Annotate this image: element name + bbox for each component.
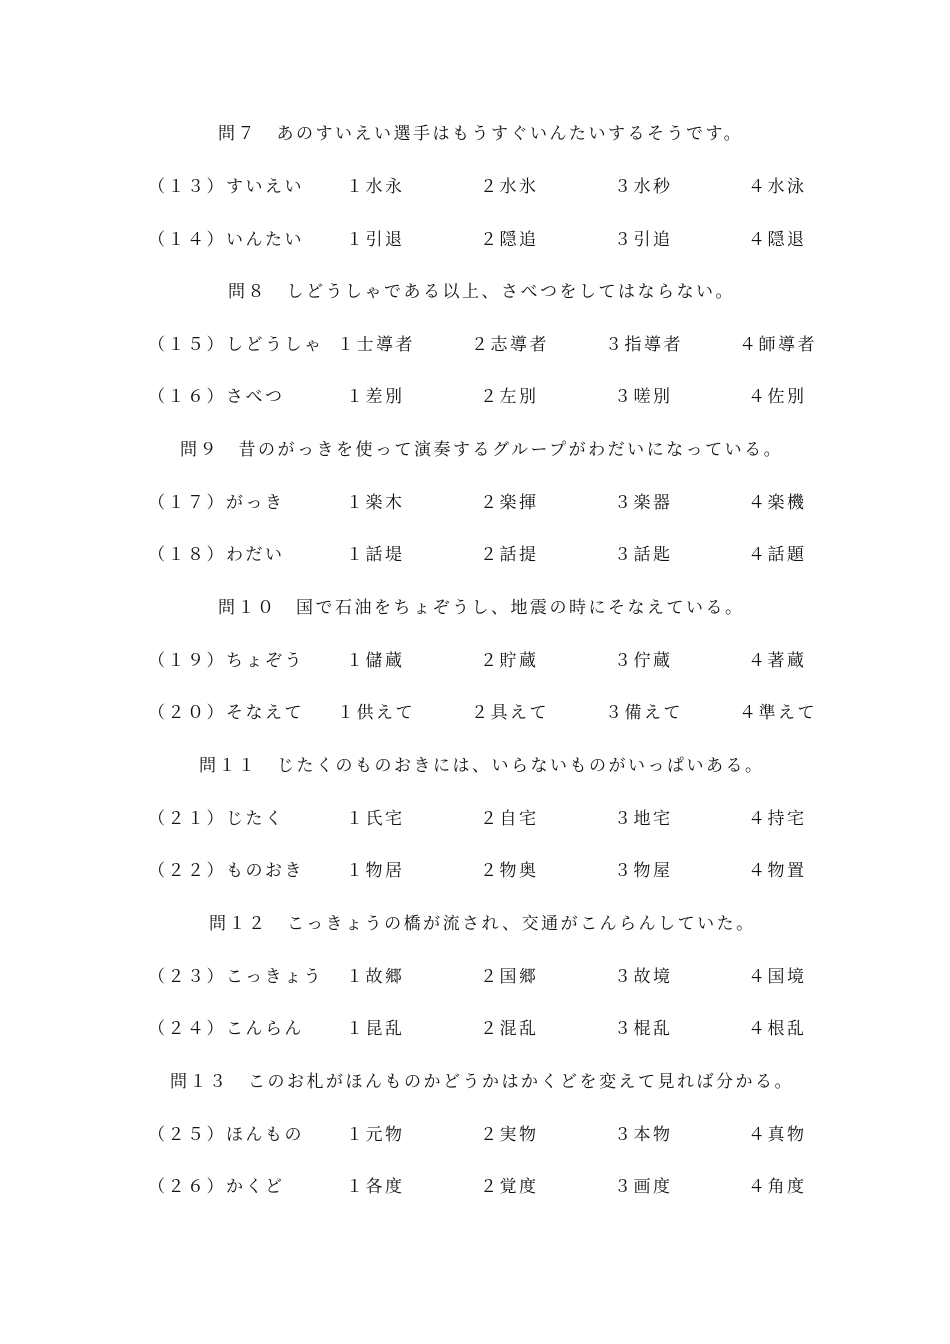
option-2: ２混乱 — [480, 1019, 539, 1039]
option-3: ３話匙 — [614, 545, 673, 565]
option-3: ３本物 — [614, 1125, 673, 1145]
option-4: ４真物 — [748, 1125, 807, 1145]
answer-row — [0, 856, 950, 882]
answer-row — [0, 1172, 950, 1198]
answer-row — [0, 540, 950, 566]
option-4: ４師導者 — [739, 335, 817, 355]
item-label: （２５）ほんもの — [148, 1125, 304, 1145]
answer-row — [0, 962, 950, 988]
option-2: ２話提 — [480, 545, 539, 565]
option-3: ３備えて — [605, 703, 683, 723]
option-4: ４持宅 — [748, 809, 807, 829]
option-4: ４根乱 — [748, 1019, 807, 1039]
option-4: ４準えて — [739, 703, 817, 723]
question-heading: 問１１ じたくのものおきには、いらないものがいっぱいある。 — [199, 756, 765, 776]
option-1: １供えて — [337, 703, 415, 723]
option-3: ３引追 — [614, 230, 673, 250]
option-4: ４角度 — [748, 1177, 807, 1197]
option-1: １物居 — [346, 861, 405, 881]
item-label: （１６）さべつ — [148, 387, 285, 407]
answer-row — [0, 382, 950, 408]
option-1: １差別 — [346, 387, 405, 407]
option-1: １士導者 — [337, 335, 415, 355]
answer-row — [0, 698, 950, 724]
option-2: ２実物 — [480, 1125, 539, 1145]
answer-row — [0, 330, 950, 356]
option-4: ４水泳 — [748, 177, 807, 197]
option-3: ３指導者 — [605, 335, 683, 355]
option-2: ２具えて — [471, 703, 549, 723]
item-label: （２３）こっきょう — [148, 967, 324, 987]
option-3: ３佇蔵 — [614, 651, 673, 671]
option-3: ３地宅 — [614, 809, 673, 829]
item-label: （１８）わだい — [148, 545, 285, 565]
question-heading: 問１２ こっきょうの橋が流され、交通がこんらんしていた。 — [209, 914, 756, 934]
option-3: ３棍乱 — [614, 1019, 673, 1039]
option-2: ２覚度 — [480, 1177, 539, 1197]
answer-row — [0, 804, 950, 830]
option-4: ４著蔵 — [748, 651, 807, 671]
answer-row — [0, 1120, 950, 1146]
option-4: ４国境 — [748, 967, 807, 987]
option-1: １元物 — [346, 1125, 405, 1145]
answer-row — [0, 172, 950, 198]
option-2: ２国郷 — [480, 967, 539, 987]
item-label: （１５）しどうしゃ — [148, 335, 324, 355]
option-1: １故郷 — [346, 967, 405, 987]
option-1: １各度 — [346, 1177, 405, 1197]
answer-row — [0, 646, 950, 672]
item-label: （１３）すいえい — [148, 177, 304, 197]
option-1: １楽木 — [346, 493, 405, 513]
option-1: １水永 — [346, 177, 405, 197]
option-2: ２水氷 — [480, 177, 539, 197]
question-heading: 問８ しどうしゃである以上、さべつをしてはならない。 — [228, 282, 735, 302]
option-2: ２貯蔵 — [480, 651, 539, 671]
answer-row — [0, 1014, 950, 1040]
question-heading: 問１３ このお札がほんものかどうかはかくどを変えて見れば分かる。 — [170, 1072, 794, 1092]
option-2: ２左別 — [480, 387, 539, 407]
option-3: ３嗟別 — [614, 387, 673, 407]
option-2: ２楽揮 — [480, 493, 539, 513]
option-4: ４隠退 — [748, 230, 807, 250]
question-heading: 問９ 昔のがっきを使って演奏するグループがわだいになっている。 — [180, 440, 784, 460]
item-label: （１４）いんたい — [148, 230, 304, 250]
option-3: ３故境 — [614, 967, 673, 987]
option-3: ３画度 — [614, 1177, 673, 1197]
option-1: １引退 — [346, 230, 405, 250]
option-2: ２隠追 — [480, 230, 539, 250]
item-label: （１７）がっき — [148, 493, 285, 513]
item-label: （２２）ものおき — [148, 861, 304, 881]
option-2: ２自宅 — [480, 809, 539, 829]
item-label: （２０）そなえて — [148, 703, 304, 723]
option-4: ４佐別 — [748, 387, 807, 407]
question-heading: 問７ あのすいえい選手はもうすぐいんたいするそうです。 — [218, 124, 744, 144]
question-heading: 問１０ 国で石油をちょぞうし、地震の時にそなえている。 — [218, 598, 745, 618]
option-4: ４楽機 — [748, 493, 807, 513]
option-1: １氏宅 — [346, 809, 405, 829]
option-2: ２物奥 — [480, 861, 539, 881]
answer-row — [0, 225, 950, 251]
option-3: ３水秒 — [614, 177, 673, 197]
option-3: ３楽器 — [614, 493, 673, 513]
option-2: ２志導者 — [471, 335, 549, 355]
option-4: ４物置 — [748, 861, 807, 881]
option-1: １話堤 — [346, 545, 405, 565]
option-1: １昆乱 — [346, 1019, 405, 1039]
item-label: （１９）ちょぞう — [148, 651, 304, 671]
item-label: （２６）かくど — [148, 1177, 285, 1197]
option-1: １儲蔵 — [346, 651, 405, 671]
item-label: （２１）じたく — [148, 809, 285, 829]
answer-row — [0, 488, 950, 514]
item-label: （２４）こんらん — [148, 1019, 304, 1039]
option-4: ４話題 — [748, 545, 807, 565]
option-3: ３物屋 — [614, 861, 673, 881]
